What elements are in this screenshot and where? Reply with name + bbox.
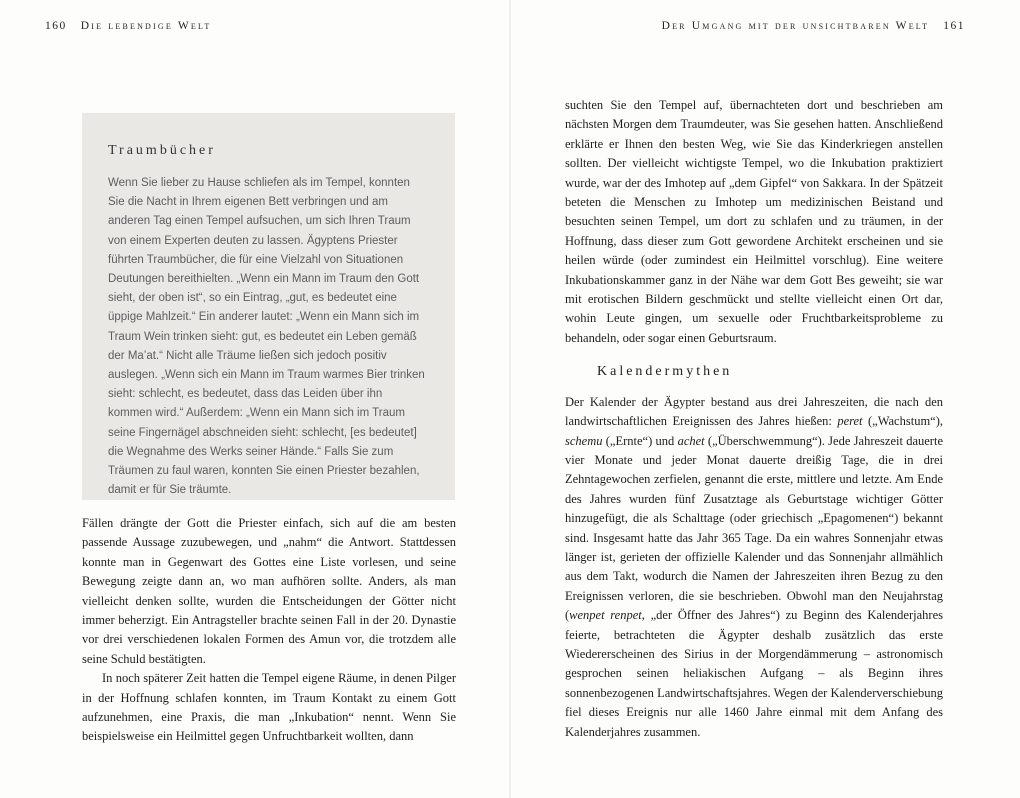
right-body-text [565,96,943,742]
left-body-text [82,514,456,747]
chapter-title-right: Der Umgang mit der unsichtbaren Welt [661,20,930,32]
section-heading-kalendermythen: Kalendermythen [597,364,733,380]
chapter-title-left: Die lebendige Welt [80,20,212,32]
paragraph-kalendermythen: Der Kalender der Ägypter bestand aus drei Jahreszeiten, die nach den landwirtschaftlichen Ereignissen des Jahres hießen: peret („Wachstum“), schemu („Ernte“) und achet („Überschwemmung“). Jede Jahreszeit dauerte vier Monate und jeder Monat dauerte dreißig Tage, die in drei Zehntagewochen zerfielen, genannt die erste, mittlere und letzte. Am Ende des Jahres wurden fünf Zusatztage als Geburtstage wichtiger Götter hinzugefügt, die als Schalttage (oder griechisch „Epagomenen“) bekannt sind. Insgesamt hatte das Jahr 365 Tage. Da ein wahres Sonnenjahr etwas länger ist, gerieten der offizielle Kalender und das Sonnenjahr allmählich aus dem Takt, wodurch die Namen der Jahreszeiten ihren Bezug zu den Ereignissen verloren, die sie beschrieben. Obwohl man den Neujahrstag (wenpet renpet, „der Öffner des Jahres“) zu Beginn des Kalenderjahres feierte, betrachteten die Ägypter deshalb zusätzlich das erste Wiedererscheinen des Sirius in der Morgendämmerung – astronomisch gesprochen seinen heliakischen Aufgang – als Beginn ihres sonnenbezogenen Landwirtschaftsjahres. Wegen der Kalenderverschiebung fiel dieses Ereignis nur alle 1460 Jahre einmal mit dem Anfang des Kalenderjahres zusammen. [565,394,943,739]
page-number-left: 160 [45,20,67,32]
paragraph: suchten Sie den Tempel auf, übernachteten dort und beschrieben am nächsten Morgen dem Traumdeuter, was Sie gesehen hatten. Anschließend erklärte er Ihnen den besten Weg, wie Sie das Kinderkriegen anstellen sollten. Der vielleicht wichtigste Tempel, wo die Inkubation praktiziert wurde, war der des Imhotep auf „dem Gipfel“ von Sakkara. In der Spätzeit beteten die Menschen zu Imhotep um medizinischen Beistand und besuchten seinen Tempel, um dort zu schlafen und zu träumen, in der Hoffnung, dass dieser zum Gott gewordene Architekt erscheinen und sie heilen würde (oder zumindest ein Heilmittel vorschlug). Eine weitere Inkubationskammer ganz in der Nähe war dem Gott Bes geweiht; sie war mit erotischen Bildern geschmückt und stellte vielleicht einen Ort dar, wohin Leute gingen, um sexuelle oder Fruchtbarkeitsprobleme zu behandeln, oder sogar einen Geburtsraum. [565,98,943,345]
dream-books-box-title: Traumbücher [108,143,216,158]
dream-books-box [82,113,455,500]
running-header-left [45,20,211,32]
page-number-right: 161 [943,20,965,32]
page-gutter [509,0,511,798]
running-header-right [565,20,965,32]
paragraph: In noch späterer Zeit hatten die Tempel eigene Räume, in denen Pilger in der Hoffnung schlafen konnten, im Traum Kontakt zu einem Gott aufzunehmen, eine Praxis, die man „Inkubation“ nennt. Wenn Sie beispielsweise ein Heilmittel gegen Unfruchtbarkeit wollten, dann [82,671,456,744]
dream-books-box-text: Wenn Sie lieber zu Hause schliefen als im Tempel, konnten Sie die Nacht in Ihrem eigenen Bett verbringen und am anderen Tag einen Tempel aufsuchen, um sich Ihren Traum von einem Experten deuten zu lassen. Ägyptens Priester führten Traumbücher, die für eine Vielzahl von Situationen Deutungen bereithielten. „Wenn ein Mann im Traum den Gott sieht, der oben ist“, so ein Eintrag, „gut, es bedeutet eine üppige Mahlzeit.“ Ein anderer lautet: „Wenn ein Mann sich im Traum Wein trinken sieht: gut, es bedeutet ein Leben gemäß der Ma’at.“ Nicht alle Träume ließen sich jedoch positiv auslegen. „Wenn sich ein Mann im Traum warmes Bier trinken sieht: schlecht, es bedeutet, dass das Leiden über ihn kommen wird.“ Außerdem: „Wenn ein Mann sich im Traum seine Fingernägel abschneiden sieht: schlecht, [es bedeutet] die Wegnahme des Werks seiner Hände.“ Falls Sie zum Träumen zu faul waren, konnten Sie einen Priester bezahlen, damit er für Sie träumte. [108,177,425,497]
paragraph: Fällen drängte der Gott die Priester einfach, sich auf die am besten passende Aussage zuzubewegen, und „nahm“ die Antwort. Stattdessen konnte man in Gegenwart des Gottes eine Liste vorlesen, und seine Bewegung zeigte dann an, wo man aufhören sollte. Anders, als man vielleicht denken sollte, wurden die Entscheidungen der Götter nicht immer beherzigt. Ein Antragsteller brachte seinen Fall in der 20. Dynastie vor drei verschiedenen lokalen Formen des Amun vor, die trotzdem alle seine Schuld bestätigten. [82,516,456,666]
